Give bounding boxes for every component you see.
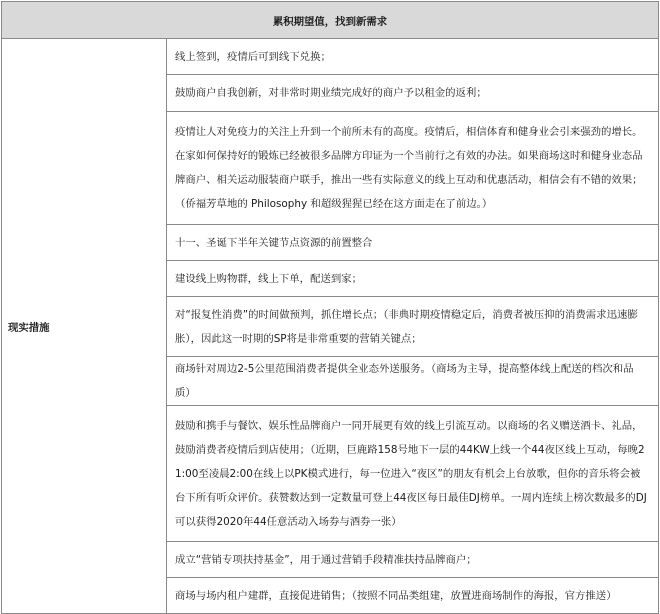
table-header-row [2,2,659,39]
measure-item: 建设线上购物群，线上下单，配送到家； [167,261,659,297]
measure-item: 疫情让人对免疫力的关注上升到一个前所未有的高度。疫情后，相信体育和健身业会引来强劲的增长。在家如何保持好的锻炼已经被很多品牌方印证为一个当前行之有效的办法。如果商场这时和健身业态品牌商户、相关运动服装商户联手，推出一些有实际意义的线上互动和优惠活动，相信会有不错的效果；（侨福芳草地的 Philosophy 和超级猩猩已经在这方面走在了前边。） [167,112,659,225]
table-title: 累积期望值，找到新需求 [2,2,659,39]
measure-item: 线上签到，疫情后可到线下兑换； [167,39,659,75]
measure-item: 鼓励商户自我创新，对非常时期业绩完成好的商户予以租金的返利； [167,75,659,112]
measure-item: 成立“营销专项扶持基金”，用于通过营销手段精准扶持品牌商户； [167,542,659,578]
measure-item: 商场针对周边2-5公里范围消费者提供全业态外送服务。（商场为主导，提高整体线上配送的档次和品质） [167,357,659,406]
measure-item: 鼓励和携手与餐饮、娱乐性品牌商户一同开展更有效的线上引流互动。以商场的名义赠送酒卡、礼品，鼓励消费者疫情后到店使用；（近期，巨鹿路158号地下一层的44KW上线一个44夜区线上互动，每晚21:00至凌晨2:00在线上以PK模式进行，每一位进入“夜区”的朋友有机会上台放歌，但你的音乐将会被台下所有听众评价。获赞数达到一定数量可登上44夜区每日最佳DJ榜单。一周内连续上榜次数最多的DJ可以获得2020年44任意活动入场券与酒券一张） [167,406,659,542]
category-label: 现实措施 [2,39,167,614]
table-row [2,39,659,75]
measure-item: 十一、圣诞下半年关键节点资源的前置整合 [167,225,659,261]
measures-table [1,1,659,614]
measure-item: 商场与场内租户建群，直接促进销售；（按照不同品类组建，放置进商场制作的海报，官方推送） [167,578,659,614]
measure-item: 对“报复性消费”的时间做预判，抓住增长点；（非典时期疫情稳定后，消费者被压抑的消费需求迅速膨胀），因此这一时期的SP将是非常重要的营销关键点； [167,297,659,357]
